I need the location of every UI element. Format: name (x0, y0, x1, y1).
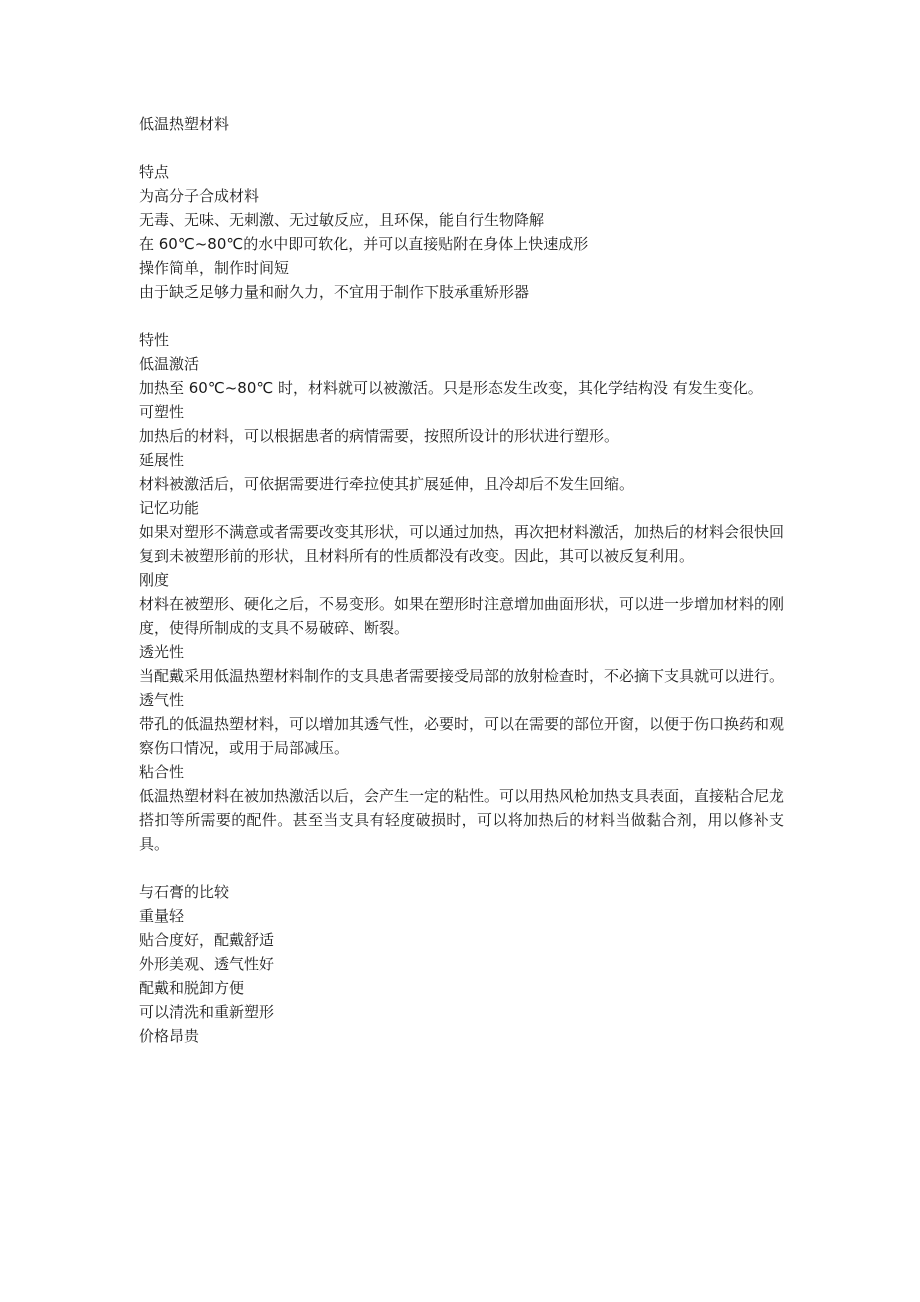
feature-item: 操作简单，制作时间短 (139, 259, 290, 277)
property-name: 低温激活 (139, 355, 200, 373)
property-description: 如果对塑形不满意或者需要改变其形状，可以通过加热，再次把材料激活，加热后的材料会很快回复到未被塑形前的形状，且材料所有的性质都没有改变。因此，其可以被反复利用。 (139, 523, 785, 565)
property-description: 带孔的低温热塑材料，可以增加其透气性，必要时，可以在需要的部位开窗，以便于伤口换药和观察伤口情况，或用于局部减压。 (139, 715, 785, 757)
spacer (139, 136, 784, 160)
document-title: 低温热塑材料 (139, 115, 230, 133)
property-name: 延展性 (139, 451, 185, 469)
comparison-item: 外形美观、透气性好 (139, 955, 275, 973)
property-description: 当配戴采用低温热塑材料制作的支具患者需要接受局部的放射检查时，不必摘下支具就可以进行。 (139, 667, 785, 685)
feature-item: 为高分子合成材料 (139, 187, 260, 205)
feature-item: 无毒、无味、无刺激、无过敏反应，且环保，能自行生物降解 (139, 211, 545, 229)
document-body (139, 112, 784, 1048)
feature-item: 由于缺乏足够力量和耐久力，不宜用于制作下肢承重矫形器 (139, 283, 530, 301)
feature-item: 在 60℃~80℃的水中即可软化，并可以直接贴附在身体上快速成形 (139, 235, 589, 253)
comparison-item: 可以清洗和重新塑形 (139, 1003, 275, 1021)
spacer (139, 856, 784, 880)
comparison-item: 贴合度好，配戴舒适 (139, 931, 275, 949)
features-heading: 特点 (139, 163, 170, 181)
property-name: 可塑性 (139, 403, 185, 421)
properties-heading: 特性 (139, 331, 170, 349)
property-description: 低温热塑材料在被加热激活以后，会产生一定的粘性。可以用热风枪加热支具表面，直接粘合尼龙搭扣等所需要的配件。甚至当支具有轻度破损时，可以将加热后的材料当做黏合剂，用以修补支具。 (139, 787, 785, 853)
property-name: 粘合性 (139, 763, 185, 781)
property-name: 记忆功能 (139, 499, 200, 517)
comparison-item: 价格昂贵 (139, 1027, 200, 1045)
property-name: 刚度 (139, 571, 170, 589)
spacer (139, 304, 784, 328)
property-description: 材料被激活后，可依据需要进行牵拉使其扩展延伸，且冷却后不发生回缩。 (139, 475, 635, 493)
property-name: 透光性 (139, 643, 185, 661)
property-description: 加热至 60℃~80℃ 时，材料就可以被激活。只是形态发生改变，其化学结构没 有发生变化。 (139, 379, 763, 397)
comparison-item: 配戴和脱卸方便 (139, 979, 245, 997)
property-description: 材料在被塑形、硬化之后，不易变形。如果在塑形时注意增加曲面形状，可以进一步增加材料的刚度，使得所制成的支具不易破碎、断裂。 (139, 595, 785, 637)
property-name: 透气性 (139, 691, 185, 709)
comparison-heading: 与石膏的比较 (139, 883, 230, 901)
comparison-item: 重量轻 (139, 907, 185, 925)
property-description: 加热后的材料，可以根据患者的病情需要，按照所设计的形状进行塑形。 (139, 427, 620, 445)
